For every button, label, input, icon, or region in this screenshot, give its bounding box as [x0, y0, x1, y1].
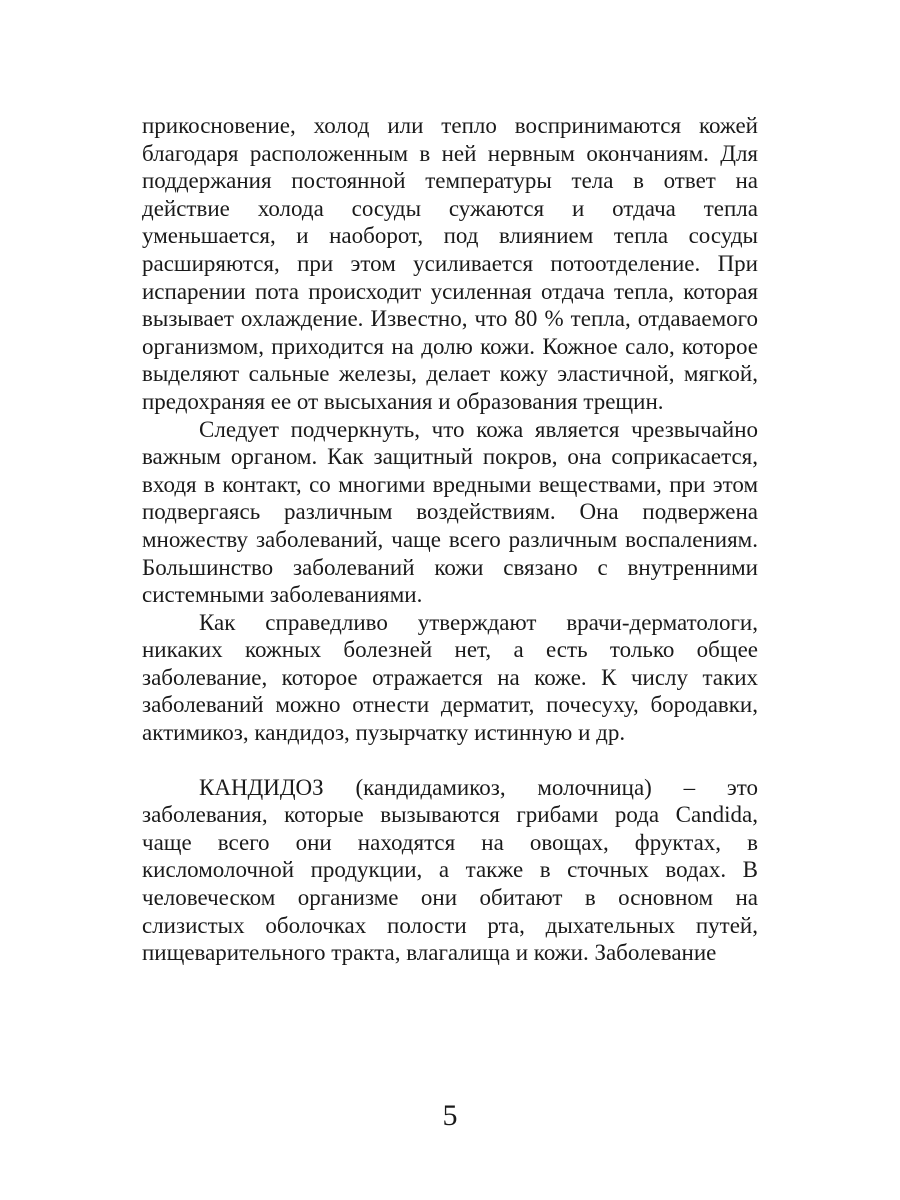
- paragraph-skin-importance: Следует подчеркнуть, что кожа является чрезвычайно важным органом. Как защитный покров, она соприкасается, входя в контакт, со многими вредными веществами, при этом подвергаясь различным воздействиям. Она подвержена множеству заболеваний, чаще всего различным воспалениям. Большинство заболеваний кожи связано с внутренними системными заболеваниями.: [142, 416, 758, 608]
- paragraph-skin-functions: прикосновение, холод или тепло воспринимаются кожей благодаря расположенным в ней нервным окончаниям. Для поддержания постоянной температуры тела в ответ на действие холода сосуды сужаются и отдача тепла уменьшается, и наоборот, под влиянием тепла сосуды расширяются, при этом усиливается потоотделение. При испарении пота происходит усиленная отдача тепла, которая вызывает охлаждение. Известно, что 80 % тепла, отдаваемого организмом, приходится на долю кожи. Кожное сало, которое выделяют сальные железы, делает кожу эластичной, мягкой, предохраняя ее от высыхания и образования трещин.: [142, 113, 758, 414]
- page-number: 5: [442, 1099, 458, 1132]
- page-body: [142, 112, 758, 967]
- paragraph-candidiasis: КАНДИДОЗ (кандидамикоз, молочница) – это заболевания, которые вызываются грибами рода Candida, чаще всего они находятся на овощах, фруктах, в кисломолочной продукции, а также в сточных водах. В человеческом организме они обитают в основном на слизистых оболочках полости рта, дыхательных путей, пищеварительного тракта, влагалища и кожи. Заболевание: [142, 774, 758, 966]
- paragraph-dermatologists: Как справедливо утверждают врачи-дерматологи, никаких кожных болезней нет, а есть только общее заболевание, которое отражается на коже. К числу таких заболеваний можно отнести дерматит, почесуху, бородавки, актимикоз, кандидоз, пузырчатку истинную и др.: [142, 609, 758, 746]
- section-gap: [142, 747, 758, 774]
